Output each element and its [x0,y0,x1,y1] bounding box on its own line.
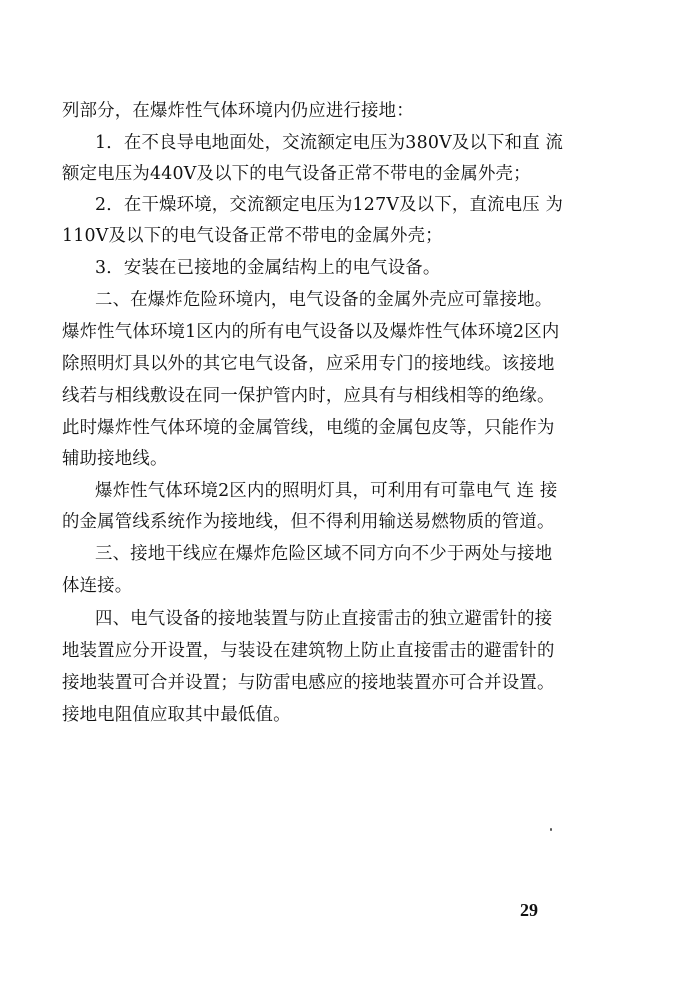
text-line: 接地电阻值应取其中最低值。 [62,705,291,725]
text-line: 3．安装在已接地的金属结构上的电气设备。 [95,258,441,278]
text-line: 额定电压为440V及以下的电气设备正常不带电的金属外壳； [62,164,531,184]
text-line: 2．在干燥环境，交流额定电压为127V及以下，直流电压 为 [95,195,564,215]
text-line: 110V及以下的电气设备正常不带电的金属外壳； [62,226,443,246]
text-line: 地装置应分开设置，与装设在建筑物上防止直接雷击的避雷针的 [62,641,555,661]
text-line: 列部分，在爆炸性气体环境内仍应进行接地： [62,101,414,121]
text-line: 辅助接地线。 [62,449,168,469]
text-line: 二、在爆炸危险环境内，电气设备的金属外壳应可靠接地。 [95,290,553,310]
page-number: 29 [520,900,538,920]
text-line: 四、电气设备的接地装置与防止直接雷击的独立避雷针的接 [95,609,553,629]
text-line: 的金属管线系统作为接地线，但不得利用输送易燃物质的管道。 [62,512,555,532]
text-line: 1．在不良导电地面处，交流额定电压为380V及以下和直 流 [95,133,564,153]
scan-speck [550,828,552,831]
text-line: 此时爆炸性气体环境的金属管线，电缆的金属包皮等，只能作为 [62,418,555,438]
text-line: 爆炸性气体环境1区内的所有电气设备以及爆炸性气体环境2区内 [62,322,560,342]
text-line: 接地装置可合并设置；与防雷电感应的接地装置亦可合并设置。 [62,673,555,693]
text-line: 除照明灯具以外的其它电气设备，应采用专门的接地线。该接地 [62,354,555,374]
text-line: 三、接地干线应在爆炸危险区域不同方向不少于两处与接地 [95,544,553,564]
text-line: 爆炸性气体环境2区内的照明灯具，可利用有可靠电气 连 接 [95,481,558,501]
text-line: 体连接。 [62,576,133,596]
text-line: 线若与相线敷设在同一保护管内时，应具有与相线相等的绝缘。 [62,386,555,406]
